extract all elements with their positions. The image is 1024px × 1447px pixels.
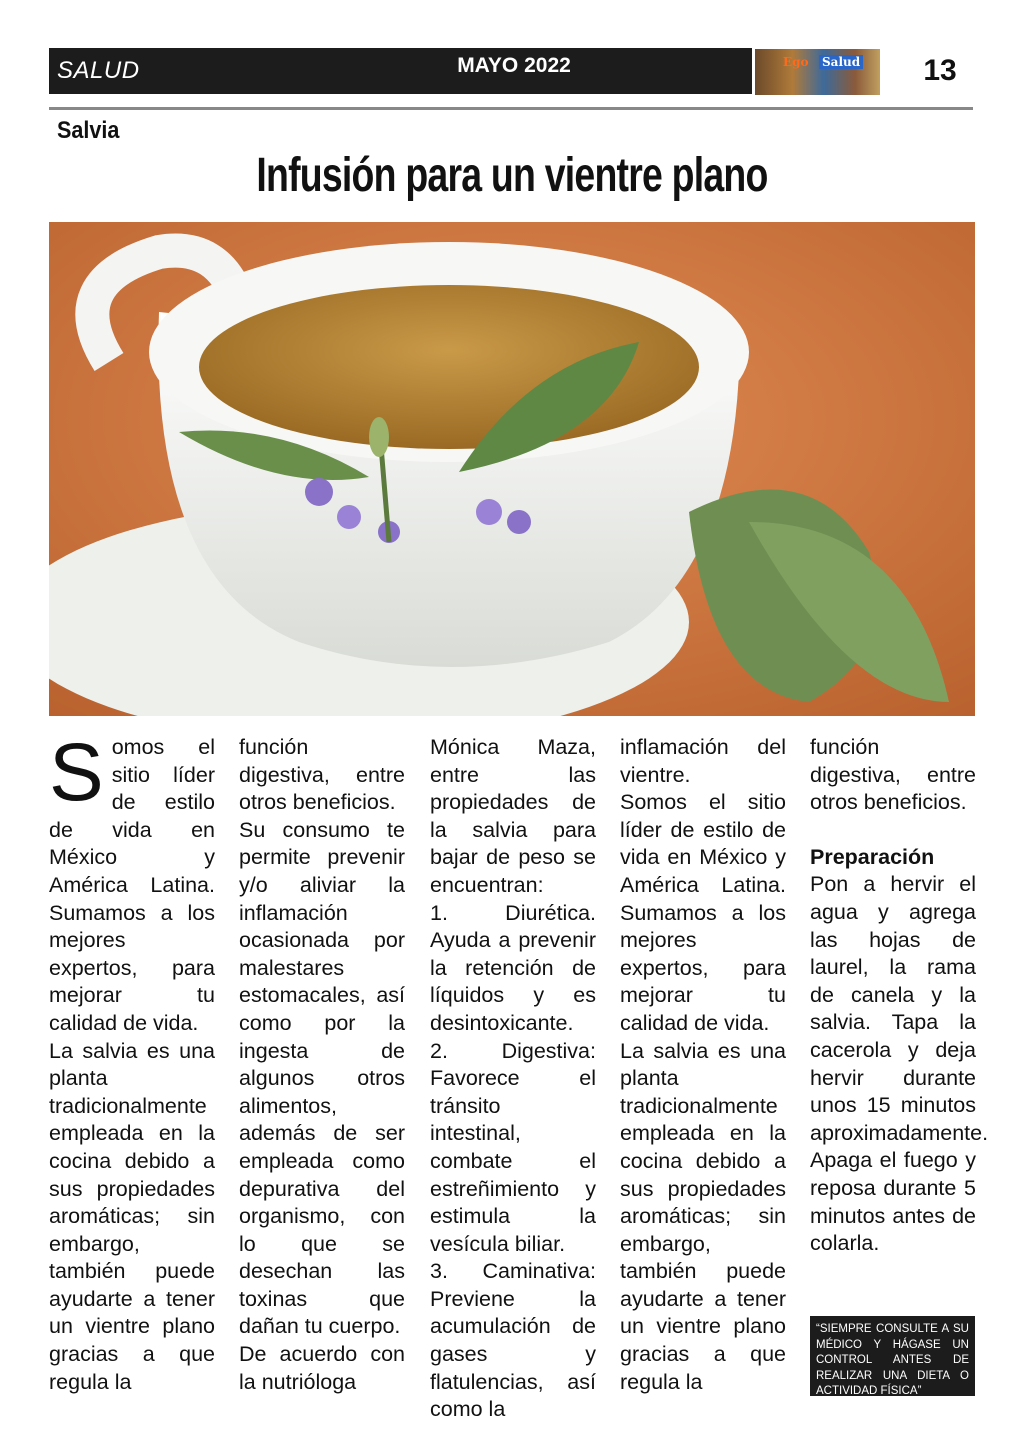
tea-cup-photo xyxy=(49,222,975,716)
drop-cap: S xyxy=(49,727,104,818)
paragraph: 2. Digestiva: Favorece el tránsito intestinal, combate el estreñimiento y estimula la vesícula biliar. xyxy=(430,1038,596,1256)
paragraph: Somos el sitio líder de estilo de vida en México y América Latina. Sumamos a los mejores expertos, para mejorar tu calidad de vida. xyxy=(620,790,786,1035)
paragraph: De acuerdo con la nutrióloga xyxy=(239,1342,405,1394)
paragraph: Mónica Maza, entre las propiedades de la salvia para bajar de peso se encuentran: xyxy=(430,735,596,897)
preparation-subhead: Preparación xyxy=(810,844,935,869)
header-bar xyxy=(49,48,752,94)
body-column-5 xyxy=(810,734,989,1258)
paragraph: inflamación del vientre. xyxy=(620,735,786,787)
paragraph: 1. Diurética. Ayuda a prevenir la retención de líquidos y es desintoxicante. xyxy=(430,900,596,1035)
paragraph: función digestiva, entre otros beneficios. xyxy=(810,735,976,815)
logo-word-salud: Salud xyxy=(819,55,863,69)
paragraph: Su consumo te permite prevenir y/o aliviar la inflamación ocasionada por malestares estomacales, así como por la ingesta de algunos otros alimentos, además de ser empleada como depurativa del organismo, con lo que se desechan las toxinas que dañan tu cuerpo. xyxy=(239,817,405,1339)
paragraph: La salvia es una planta tradicionalmente empleada en la cocina debido a sus propiedades aromáticas; sin embargo, también puede ayudarte a tener un vientre plano gracias a que regula la xyxy=(49,1038,215,1394)
page-number: 13 xyxy=(923,54,957,87)
body-column-2 xyxy=(239,734,405,1396)
paragraph: 3. Caminativa: Previene la acumulación de gases y flatulencias, así como la xyxy=(430,1259,596,1422)
paragraph xyxy=(49,727,215,1038)
preparation-text: Pon a hervir el agua y agrega las hojas de laurel, la rama de canela y la salvia. Tapa la cacerola y deja hervir durante unos 15 minutos aproximadamente. Apaga el fuego y reposa durante 5 minutos antes de colarla. xyxy=(810,872,989,1256)
paragraph: La salvia es una planta tradicionalmente empleada en la cocina debido a sus propiedades aromáticas; sin embargo, también puede ayudarte a tener un vientre plano gracias a que regula la xyxy=(620,1038,786,1394)
body-column-3 xyxy=(430,734,596,1424)
article-kicker: Salvia xyxy=(57,117,120,144)
magazine-logo xyxy=(755,49,880,95)
article-body xyxy=(49,727,989,1422)
header-rule xyxy=(49,107,973,110)
medical-disclaimer-box: “SIEMPRE CONSULTE A SU MÉDICO Y HÁGASE UN CONTROL ANTES DE REALIZAR UNA DIETA O ACTIVIDAD FÍSICA” xyxy=(810,1316,975,1396)
body-column-4 xyxy=(620,734,786,1396)
body-column-1 xyxy=(49,727,215,1396)
logo-word-ego: Ego xyxy=(783,55,809,69)
paragraph-text: omos el sitio líder de estilo de vida en México y América Latina. Sumamos a los mejores expertos, para mejorar tu calidad de vida. xyxy=(49,735,215,1035)
issue-date: MAYO 2022 xyxy=(457,54,571,77)
section-label: SALUD xyxy=(57,57,140,84)
paragraph: función digestiva, entre otros beneficios. xyxy=(239,735,405,815)
article-title: Infusión para un vientre plano xyxy=(256,149,768,202)
